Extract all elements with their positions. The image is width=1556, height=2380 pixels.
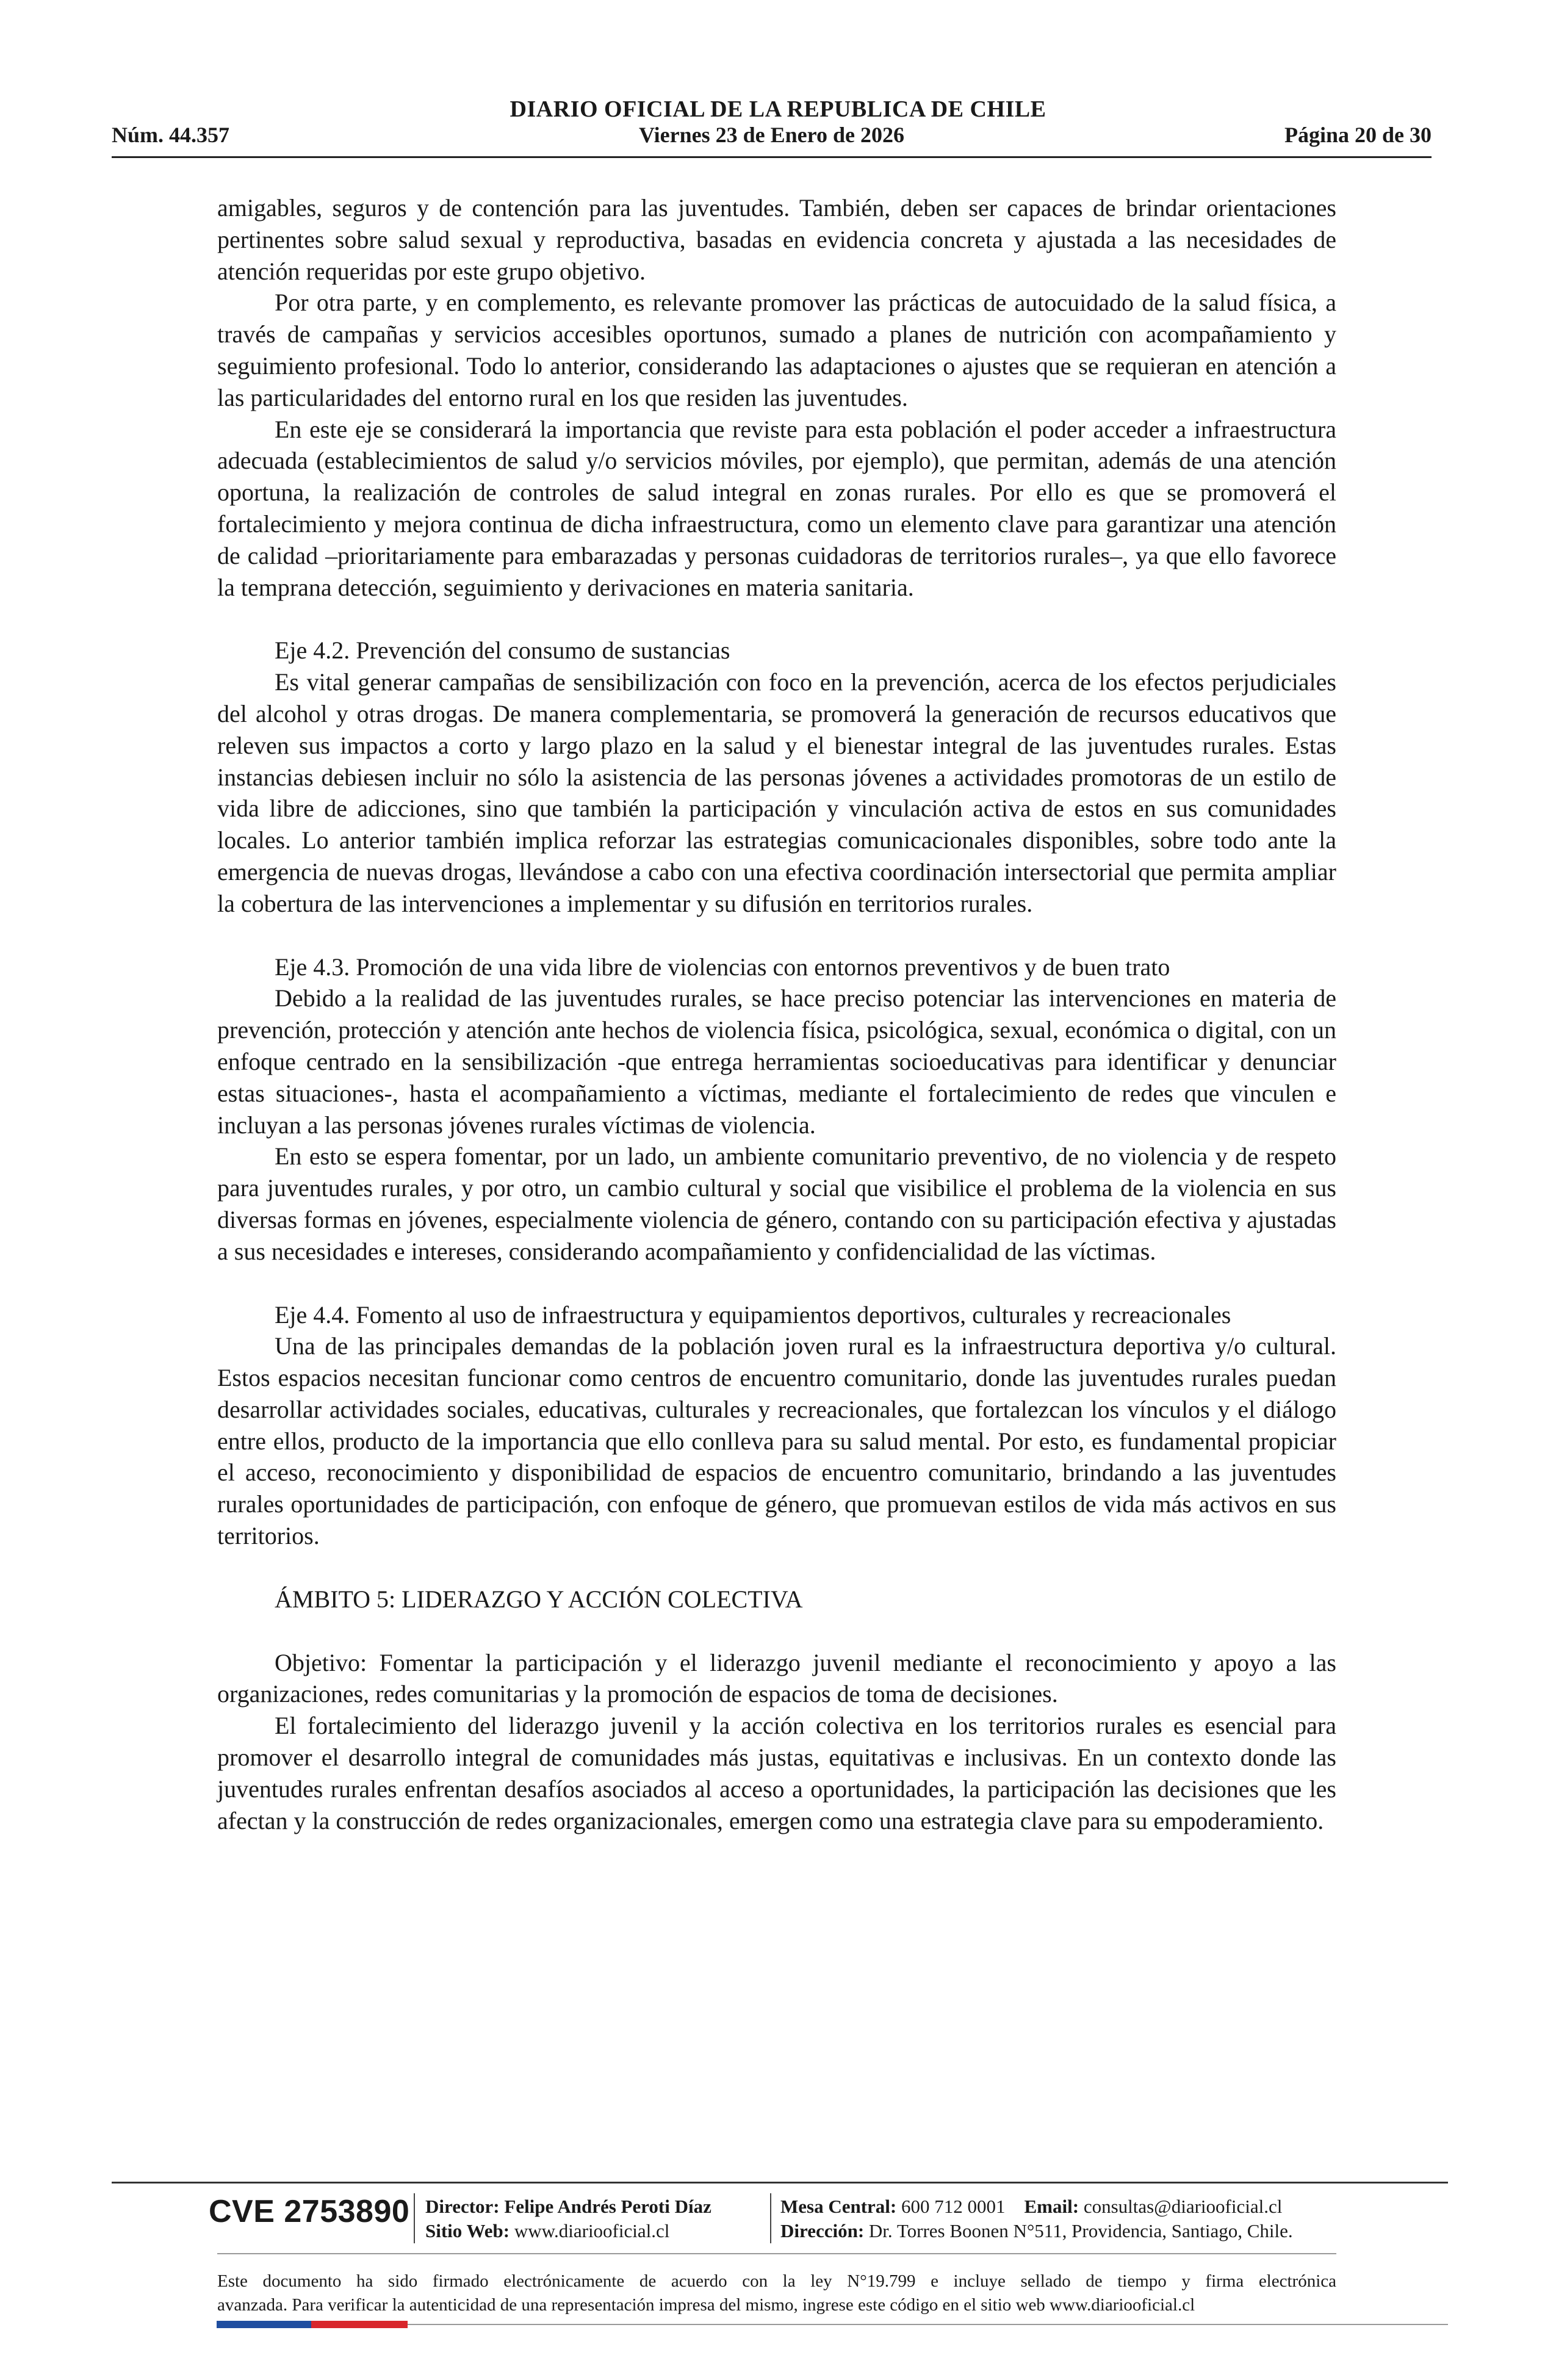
issue-date: Viernes 23 de Enero de 2026: [639, 123, 904, 147]
legal-line: Este documento ha sido firmado electrónicamente de acuerdo con la ley N°19.799 e incluye sellado de tiempo y firma electrónica: [217, 2271, 1336, 2291]
header-row: [112, 122, 1432, 151]
document-body: [217, 192, 1336, 1836]
email-link[interactable]: consultas@diariooficial.cl: [1083, 2196, 1283, 2217]
legal-line: avanzada. Para verificar la autenticidad de una representación impresa del mismo, ingrese este código en el sitio web www.diariooficial.cl: [217, 2295, 1195, 2315]
paragraph: El fortalecimiento del liderazgo juvenil y la acción colectiva en los territorios rurales es esencial para promover el desarrollo integral de comunidades más justas, equitativas e inclusivas. En un contexto donde las juventudes rurales enfrentan desafíos asociados al acceso a oportunidades, la participación las decisiones que les afectan y la construcción de redes organizacionales, emergen como una estrategia clave para su empoderamiento.: [217, 1712, 1336, 1834]
spacer: [217, 603, 1336, 635]
footer-director-block: [425, 2194, 711, 2243]
spacer: [217, 1552, 1336, 1584]
footer-separator: [770, 2193, 771, 2243]
footer-contact-block: [780, 2194, 1293, 2243]
legal-notice: [217, 2270, 1336, 2317]
section-heading-eje-4-2: Eje 4.2. Prevención del consumo de sustancias: [275, 636, 730, 665]
paragraph: En este eje se considerará la importancia que reviste para esta población el poder acceder a infraestructura adecuada (establecimientos de salud y/o servicios móviles, por ejemplo), que permitan, además de una atención oportuna, la realización de controles de salud integral en zonas rurales. Por ello es que se promoverá el fortalecimiento y mejora continua de dicha infraestructura, como un elemento clave para garantizar una atención de calidad –prioritariamente para embarazadas y personas cuidadoras de territorios rurales–, ya que ello favorece la temprana detección, seguimiento y derivaciones en materia sanitaria.: [217, 415, 1336, 601]
publication-title: DIARIO OFICIAL DE LA REPUBLICA DE CHILE: [510, 96, 1046, 122]
director-label: Director:: [425, 2196, 500, 2217]
flag-stripe-red: [311, 2321, 408, 2328]
paragraph: Es vital generar campañas de sensibilización con foco en la prevención, acerca de los efectos perjudiciales del alcohol y otras drogas. De manera complementaria, se promoverá la generación de recursos educativos que releven sus impactos a corto y largo plazo en la salud y el bienestar integral de las juventudes rurales. Estas instancias debiesen incluir no sólo la asistencia de las personas jóvenes a actividades promotoras de un estilo de vida libre de adicciones, sino que también la participación y vinculación activa de estos en sus comunidades locales. Lo anterior también implica reforzar las estrategias comunicacionales disponibles, sobre todo ante la emergencia de nuevas drogas, llevándose a cabo con una efectiva coordinación intersectorial que permita ampliar la cobertura de las intervenciones a implementar y su difusión en territorios rurales.: [217, 668, 1336, 917]
section-heading-eje-4-3: Eje 4.3. Promoción de una vida libre de violencias con entornos preventivos y de buen trato: [275, 953, 1170, 981]
site-label: Sitio Web:: [425, 2220, 510, 2241]
footer-divider-bottom: [408, 2324, 1448, 2325]
director-name: Felipe Andrés Peroti Díaz: [504, 2196, 711, 2217]
header-divider: [112, 156, 1432, 158]
address-label: Dirección:: [780, 2220, 865, 2241]
paragraph: Una de las principales demandas de la población joven rural es la infraestructura deportiva y/o cultural. Estos espacios necesitan funcionar como centros de encuentro comunitario, donde las juventudes rurales puedan desarrollar actividades sociales, educativas, culturales y recreacionales, que fortalezcan los vínculos y el diálogo entre ellos, producto de la importancia que ello conlleva para su salud mental. Por esto, es fundamental propiciar el acceso, reconocimiento y disponibilidad de espacios de encuentro comunitario, brindando a las juventudes rurales oportunidades de participación, con enfoque de género, que promuevan estilos de vida más activos en sus territorios.: [217, 1332, 1336, 1550]
issue-number: Núm. 44.357: [112, 123, 230, 147]
spacer: [217, 1268, 1336, 1299]
page-indicator: Página 20 de 30: [1284, 123, 1432, 147]
spacer: [217, 1615, 1336, 1647]
paragraph: Por otra parte, y en complemento, es relevante promover las prácticas de autocuidado de la salud física, a través de campañas y servicios accesibles oportunos, sumado a planes de nutrición con acompañamiento y seguimiento profesional. Todo lo anterior, considerando las adaptaciones o ajustes que se requieran en atención a las particularidades del entorno rural en los que residen las juventudes.: [217, 289, 1336, 411]
footer-divider-top: [112, 2182, 1448, 2183]
email-label: Email:: [1024, 2196, 1079, 2217]
paragraph: Debido a la realidad de las juventudes rurales, se hace preciso potenciar las intervenciones en materia de prevención, protección y atención ante hechos de violencia física, psicológica, sexual, económica o digital, con un enfoque centrado en la sensibilización -que entrega herramientas socioeducativas para identificar y denunciar estas situaciones-, hasta el acompañamiento a víctimas, mediante el fortalecimiento de redes que vinculen e incluyan a las personas jóvenes rurales víctimas de violencia.: [217, 984, 1336, 1139]
address-value: Dr. Torres Boonen N°511, Providencia, Santiago, Chile.: [868, 2220, 1293, 2241]
mesa-label: Mesa Central:: [780, 2196, 897, 2217]
cve-code: CVE 2753890: [209, 2194, 410, 2229]
section-heading-ambito-5: ÁMBITO 5: LIDERAZGO Y ACCIÓN COLECTIVA: [275, 1585, 803, 1613]
section-heading-eje-4-4: Eje 4.4. Fomento al uso de infraestructura y equipamientos deportivos, culturales y recreacionales: [275, 1300, 1231, 1329]
paragraph: En esto se espera fomentar, por un lado, un ambiente comunitario preventivo, de no violencia y de respeto para juventudes rurales, y por otro, un cambio cultural y social que visibilice el problema de la violencia en sus diversas formas en jóvenes, especialmente violencia de género, contando con su participación efectiva y ajustadas a sus necesidades e intereses, considerando acompañamiento y confidencialidad de las víctimas.: [217, 1142, 1336, 1265]
footer-separator: [414, 2193, 415, 2243]
flag-stripe-blue: [217, 2321, 311, 2328]
paragraph: amigables, seguros y de contención para las juventudes. También, deben ser capaces de brindar orientaciones pertinentes sobre salud sexual y reproductiva, basadas en evidencia concreta y ajustada a las necesidades de atención requeridas por este grupo objetivo.: [217, 194, 1336, 285]
paragraph-objective: Objetivo: Fomentar la participación y el liderazgo juvenil mediante el reconocimiento y apoyo a las organizaciones, redes comunitarias y la promoción de espacios de toma de decisiones.: [217, 1648, 1336, 1708]
mesa-phone: 600 712 0001: [901, 2196, 1006, 2217]
footer-divider-mid: [217, 2253, 1336, 2254]
spacer: [217, 920, 1336, 951]
site-link[interactable]: www.diariooficial.cl: [514, 2220, 670, 2241]
